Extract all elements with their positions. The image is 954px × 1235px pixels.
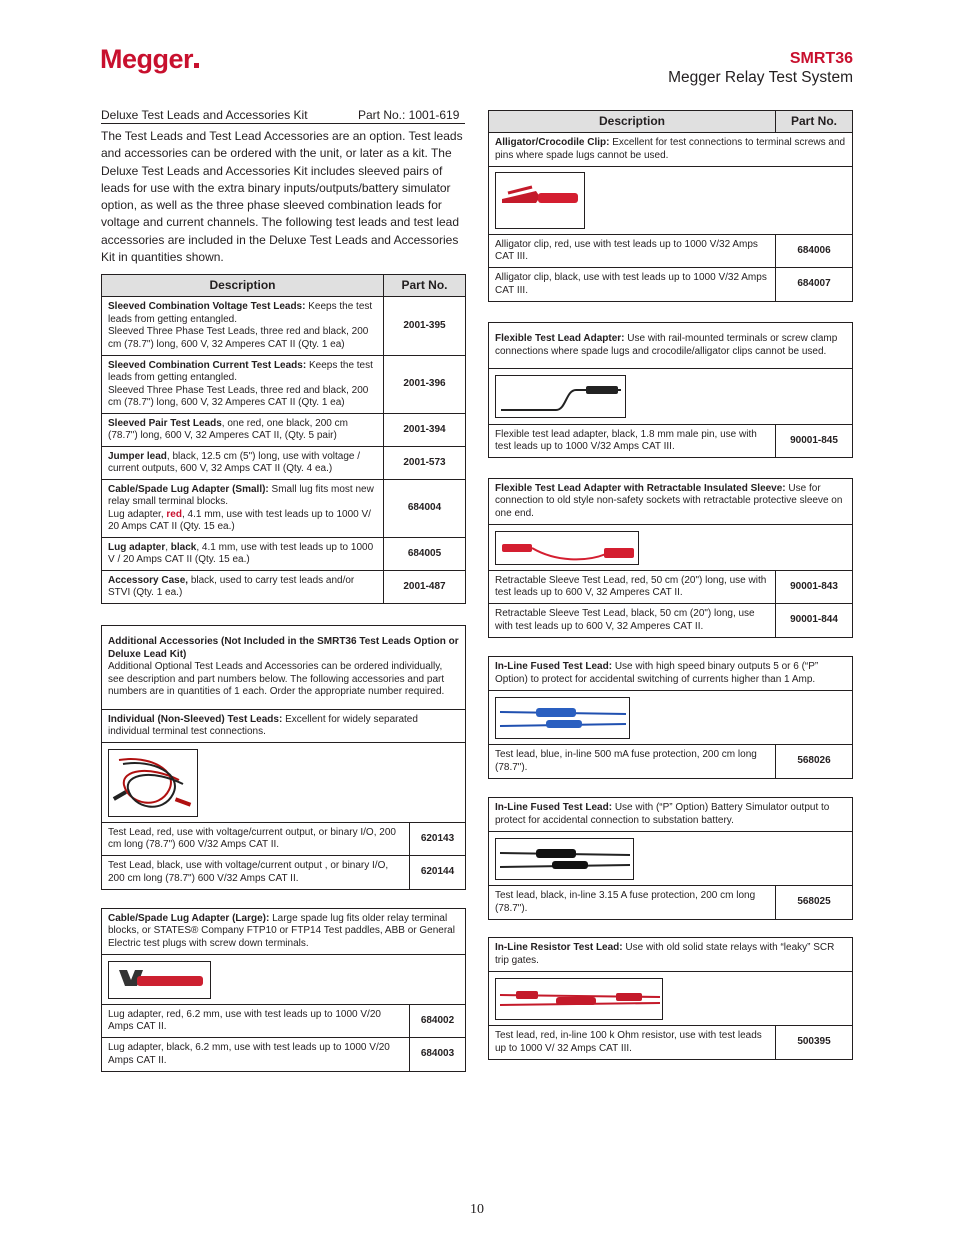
product-header bbox=[668, 50, 853, 88]
table-row: Alligator clip, red, use with test leads up to 1000 V/32 Amps CAT III. 684006 bbox=[489, 235, 853, 268]
table-row: Retractable Sleeve Test Lead, black, 50 cm (20") long, use with test leads up to 600 V, 32 Amperes CAT II. 90001-844 bbox=[489, 604, 853, 638]
megger-logo: Megger bbox=[100, 44, 199, 75]
table-row: Retractable Sleeve Test Lead, red, 50 cm (20") long, use with test leads up to 600 V, 32 Amperes CAT II. 90001-843 bbox=[489, 571, 853, 604]
kit-heading bbox=[101, 108, 465, 124]
table-row: Lug adapter, red, 6.2 mm, use with test leads up to 1000 V/20 Amps CAT II. 684002 bbox=[102, 1005, 466, 1038]
table-row: Alligator clip, black, use with test leads up to 1000 V/32 Amps CAT III. 684007 bbox=[489, 268, 853, 302]
lug-large-table: Cable/Spade Lug Adapter (Large): Large spade lug fits older relay terminal blocks, or STATES® Company FTP10 or FTP14 Test paddles, ABB or General Electric test plugs with screw down terminals. Lug adapter, red, 6.2 mm, use with test leads up to 1000 V/20 Amps CAT II. 684002 Lug adapter, black, 6.2 mm, use with test leads up to 1000 V/20 Amps CAT II. 684003 bbox=[101, 908, 466, 1072]
table-row: Test lead, black, in-line 3.15 A fuse protection, 200 cm long (78.7"). 568025 bbox=[489, 886, 853, 920]
table-row: Sleeved Combination Current Test Leads: Keeps the test leads from getting entangled. Sleeved Three Phase Test Leads, three red and black, 200 cm (78.7") long, 600 V, 32 Amperes CAT II (Qty. 1 ea) 2001-396 bbox=[102, 356, 466, 414]
retractable-lead-photo bbox=[495, 531, 639, 565]
spade-lug-photo bbox=[108, 961, 211, 999]
col-part-no: Part No. bbox=[384, 275, 466, 297]
table-row: Lug adapter, black, 6.2 mm, use with test leads up to 1000 V/20 Amps CAT II. 684003 bbox=[102, 1038, 466, 1072]
additional-accessories-table: Additional Accessories (Not Included in the SMRT36 Test Leads Option or Deluxe Lead Kit) Additional Optional Test Leads and Accessories can be ordered individually, see description and part numbers below. The following accessories and part numbers are in quantities of 1 each. Order the appropriate number required. Individual (Non-Sleeved) Test Leads: Excellent for widely separated individual terminal test connections. Test Lead, red, use with voltage/current output, or binary I/O, 200 cm long (78.7") 600 V/32 Amps CAT II. 620143 Test Lead, black, use with voltage/current output , or binary I/O, 200 cm long (78.7") 600 V/32 Amps CAT II. 620144 bbox=[101, 625, 466, 890]
col-part-no: Part No. bbox=[776, 111, 853, 133]
resistor-table: In-Line Resistor Test Lead: Use with old solid state relays with “leaky” SCR trip gates. Test lead, red, in-line 100 k Ohm resistor, use with test leads up to 1000 V/ 32 Amps CAT III. 500395 bbox=[488, 937, 853, 1060]
table-row: Sleeved Combination Voltage Test Leads: Keeps the test leads from getting entangled. Sleeved Three Phase Test Leads, three red and black, 200 cm (78.7") long, 600 V, 32 Amperes CAT II (Qty. 1 ea) 2001-395 bbox=[102, 297, 466, 356]
alligator-table: Description Part No. Alligator/Crocodile Clip: Excellent for test connections to terminal screws and pins where spade lugs cannot be used. Alligator clip, red, use with test leads up to 1000 V/32 Amps CAT III. 684006 Alligator clip, black, use with test leads up to 1000 V/32 Amps CAT III. 684007 bbox=[488, 110, 853, 302]
col-description: Description bbox=[102, 275, 384, 297]
retractable-table: Flexible Test Lead Adapter with Retractable Insulated Sleeve: Use for connection to old style non-safety sockets with retractable protective sleeve on one end. Retractable Sleeve Test Lead, red, 50 cm (20") long, use with test leads up to 600 V, 32 Amperes CAT II. 90001-843 Retractable Sleeve Test Lead, black, 50 cm (20") long, use with test leads up to 600 V, 32 Amperes CAT II. 90001-844 bbox=[488, 478, 853, 638]
table-row: Accessory Case, black, used to carry test leads and/or STVI (Qty. 1 ea.) 2001-487 bbox=[102, 571, 466, 604]
table-row: Cable/Spade Lug Adapter (Small): Small lug fits most new relay small terminal blocks. Lug adapter, red, 4.1 mm, use with test leads up to 1000 V/ 20 Amps CAT II (Qty. 15 ea.) 684004 bbox=[102, 480, 466, 538]
table-row: Flexible test lead adapter, black, 1.8 mm male pin, use with test leads up to 1000 V/32 Amps CAT III. 90001-845 bbox=[489, 425, 853, 458]
kit-part-number: Part No.: 1001-619 bbox=[358, 108, 460, 122]
black-fused-lead-photo bbox=[495, 838, 634, 880]
fused-blue-table: In-Line Fused Test Lead: Use with high speed binary outputs 5 or 6 (“P” Option) to protect for accidental switching of currents higher than 1 Amp. Test lead, blue, in-line 500 mA fuse protection, 200 cm long (78.7"). 568026 bbox=[488, 656, 853, 779]
col-description: Description bbox=[489, 111, 776, 133]
table-row: Test Lead, black, use with voltage/current output , or binary I/O, 200 cm long (78.7") 600 V/32 Amps CAT II. 620144 bbox=[102, 856, 466, 890]
page-number: 10 bbox=[470, 1202, 484, 1217]
table-row: Test lead, red, in-line 100 k Ohm resistor, use with test leads up to 1000 V/ 32 Amps CAT III. 500395 bbox=[489, 1026, 853, 1060]
product-name: Megger Relay Test System bbox=[668, 69, 853, 86]
table-row: Sleeved Pair Test Leads, one red, one black, 200 cm (78.7") long, 600 V, 32 Amperes CAT II, (Qty. 5 pair) 2001-394 bbox=[102, 414, 466, 447]
product-code: SMRT36 bbox=[789, 50, 853, 67]
fused-black-table: In-Line Fused Test Lead: Use with (“P” Option) Battery Simulator output to protect for accidental connection to substation battery. Test lead, black, in-line 3.15 A fuse protection, 200 cm long (78.7"). 568025 bbox=[488, 797, 853, 920]
table-row: Test Lead, red, use with voltage/current output, or binary I/O, 200 cm long (78.7") 600 V/32 Amps CAT II. 620143 bbox=[102, 823, 466, 856]
kit-table bbox=[101, 274, 466, 604]
table-row: Test lead, blue, in-line 500 mA fuse protection, 200 cm long (78.7"). 568026 bbox=[489, 745, 853, 779]
alligator-clip-photo bbox=[495, 172, 585, 229]
test-leads-photo bbox=[108, 749, 198, 817]
flex-adapter-table: Flexible Test Lead Adapter: Use with rail-mounted terminals or screw clamp connections where spade lugs and crocodile/alligator clips cannot be used. Flexible test lead adapter, black, 1.8 mm male pin, use with test leads up to 1000 V/32 Amps CAT III. 90001-845 bbox=[488, 322, 853, 458]
table-row: Lug adapter, black, 4.1 mm, use with test leads up to 1000 V / 20 Amps CAT II (Qty. 15 ea.) 684005 bbox=[102, 538, 466, 571]
blue-fused-lead-photo bbox=[495, 697, 630, 739]
kit-title: Deluxe Test Leads and Accessories Kit bbox=[101, 108, 308, 122]
flex-adapter-photo bbox=[495, 375, 626, 418]
resistor-lead-photo bbox=[495, 978, 663, 1020]
kit-intro: The Test Leads and Test Lead Accessories are an option. Test leads and accessories can be ordered with the unit, or later as a kit. The Deluxe Test Leads and Accessories Kit includes sleeved pairs of leads for use with the extra binary inputs/outputs/battery simulator option, as well as the three phase sleeved combination leads for voltage and current channels. The following test leads and test lead accessories are included in the Deluxe Test Leads and Accessories Kit in quantities shown. bbox=[101, 129, 463, 265]
table-row: Jumper lead, black, 12.5 cm (5") long, use with voltage / current outputs, 600 V, 32 Amps CAT II (Qty. 4 ea.) 2001-573 bbox=[102, 447, 466, 480]
